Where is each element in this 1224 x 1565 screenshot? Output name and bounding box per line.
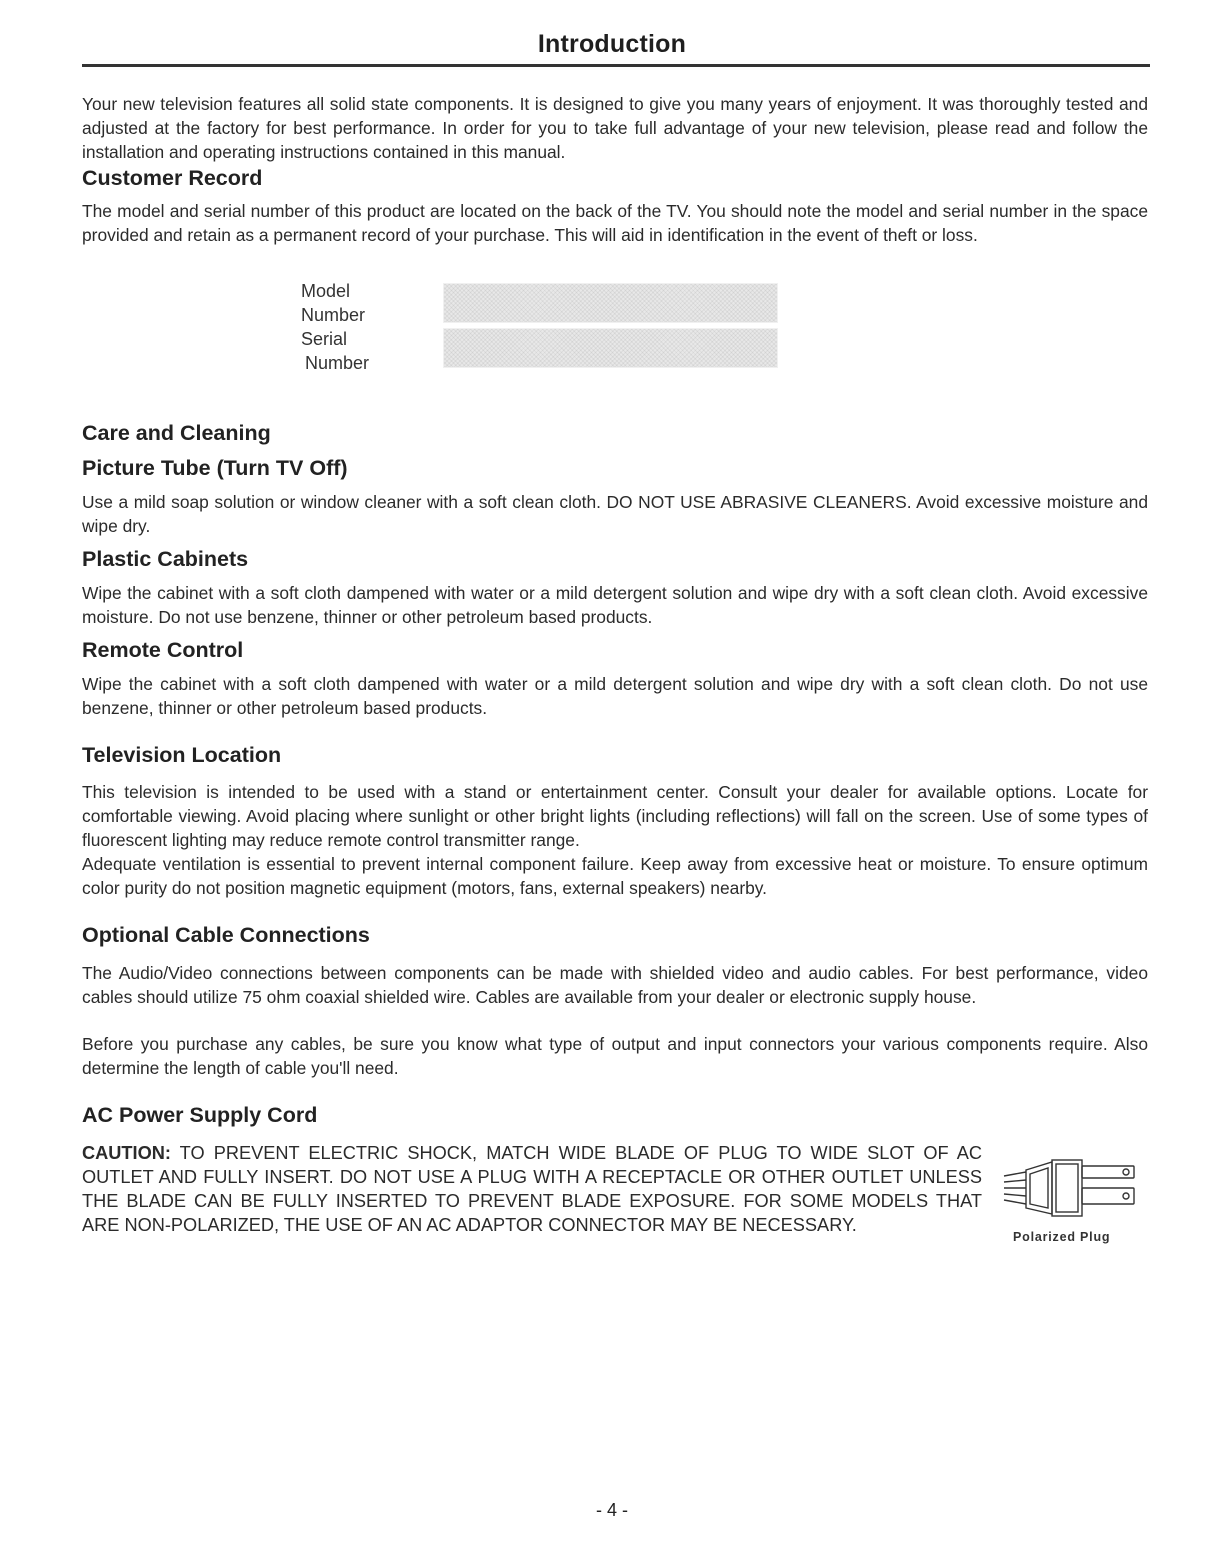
television-location-paragraph-2: Adequate ventilation is essential to prevent internal component failure. Keep away from excessive heat or moisture. To ensure optimum color purity do not position magnetic equipment (motors, fans, external speakers) nearby. — [82, 854, 1148, 898]
page-title: Introduction — [537, 30, 687, 58]
remote-control-heading: Remote Control — [82, 638, 244, 662]
plug-caption: Polarized Plug — [1013, 1230, 1111, 1244]
picture-tube-paragraph: Use a mild soap solution or window cleaner with a soft clean cloth. DO NOT USE ABRASIVE CLEANERS. Avoid excessive moisture and wipe dry. — [82, 492, 1148, 536]
cable-connections-heading: Optional Cable Connections — [82, 923, 370, 947]
intro-paragraph: Your new television features all solid state components. It is designed to give you many years of enjoyment. It was thoroughly tested and adjusted at the factory for best performance. In order for you to take full advantage of your new television, please read and follow the installation and operating instructions contained in this manual. — [82, 94, 1148, 162]
remote-control-paragraph: Wipe the cabinet with a soft cloth dampened with water or a mild detergent solution and wipe dry with a soft clean cloth. Do not use benzene, thinner or other petroleum based products. — [82, 674, 1148, 718]
caution-label: CAUTION: — [82, 1143, 171, 1163]
title-divider — [82, 64, 1150, 67]
polarized-plug-icon — [1000, 1152, 1140, 1220]
customer-record-heading: Customer Record — [82, 166, 263, 190]
model-label-line2: Number — [301, 305, 366, 325]
caution-paragraph — [82, 1141, 982, 1237]
television-location-paragraph-1: This television is intended to be used with a stand or entertainment center. Consult your dealer for available options. Locate for comfortable viewing. Avoid placing where sunlight or other bright lights (including reflections) will fall on the screen. Use of some types of fluorescent lighting may reduce remote control transmitter range. — [82, 782, 1148, 850]
plastic-cabinets-heading: Plastic Cabinets — [82, 547, 249, 571]
customer-record-paragraph: The model and serial number of this product are located on the back of the TV. You should note the model and serial number in the space provided and retain as a permanent record of your purchase. This will aid in identification in the event of theft or loss. — [82, 201, 1148, 245]
page-number: - 4 - — [595, 1500, 628, 1520]
ac-power-heading: AC Power Supply Cord — [82, 1103, 318, 1127]
plastic-cabinets-paragraph: Wipe the cabinet with a soft cloth dampened with water or a mild detergent solution and wipe dry with a soft clean cloth. Avoid excessive moisture. Do not use benzene, thinner or other petroleum based products. — [82, 583, 1148, 627]
care-cleaning-heading: Care and Cleaning — [82, 421, 271, 445]
serial-label-line2: Number — [305, 353, 370, 373]
model-label-line1: Model — [301, 281, 351, 301]
caution-text: TO PREVENT ELECTRIC SHOCK, MATCH WIDE BLADE OF PLUG TO WIDE SLOT OF AC OUTLET AND FULLY INSERT. DO NOT USE A PLUG WITH A RECEPTACLE OR OTHER OUTLET UNLESS THE BLADE CAN BE FULLY INSERTED TO PREVENT BLADE EXPOSURE. FOR SOME MODELS THAT ARE NON-POLARIZED, THE USE OF AN AC ADAPTOR CONNECTOR MAY BE NECESSARY. — [82, 1143, 982, 1235]
model-number-field[interactable] — [443, 283, 778, 323]
serial-label-line1: Serial — [301, 329, 348, 349]
cable-connections-paragraph-2: Before you purchase any cables, be sure you know what type of output and input connectors your various components require. Also determine the length of cable you'll need. — [82, 1034, 1148, 1078]
serial-number-field[interactable] — [443, 328, 778, 368]
cable-connections-paragraph-1: The Audio/Video connections between components can be made with shielded video and audio cables. For best performance, video cables should utilize 75 ohm coaxial shielded wire. Cables are available from your dealer or electronic supply house. — [82, 963, 1148, 1007]
television-location-heading: Television Location — [82, 743, 282, 767]
picture-tube-heading: Picture Tube (Turn TV Off) — [82, 456, 348, 480]
